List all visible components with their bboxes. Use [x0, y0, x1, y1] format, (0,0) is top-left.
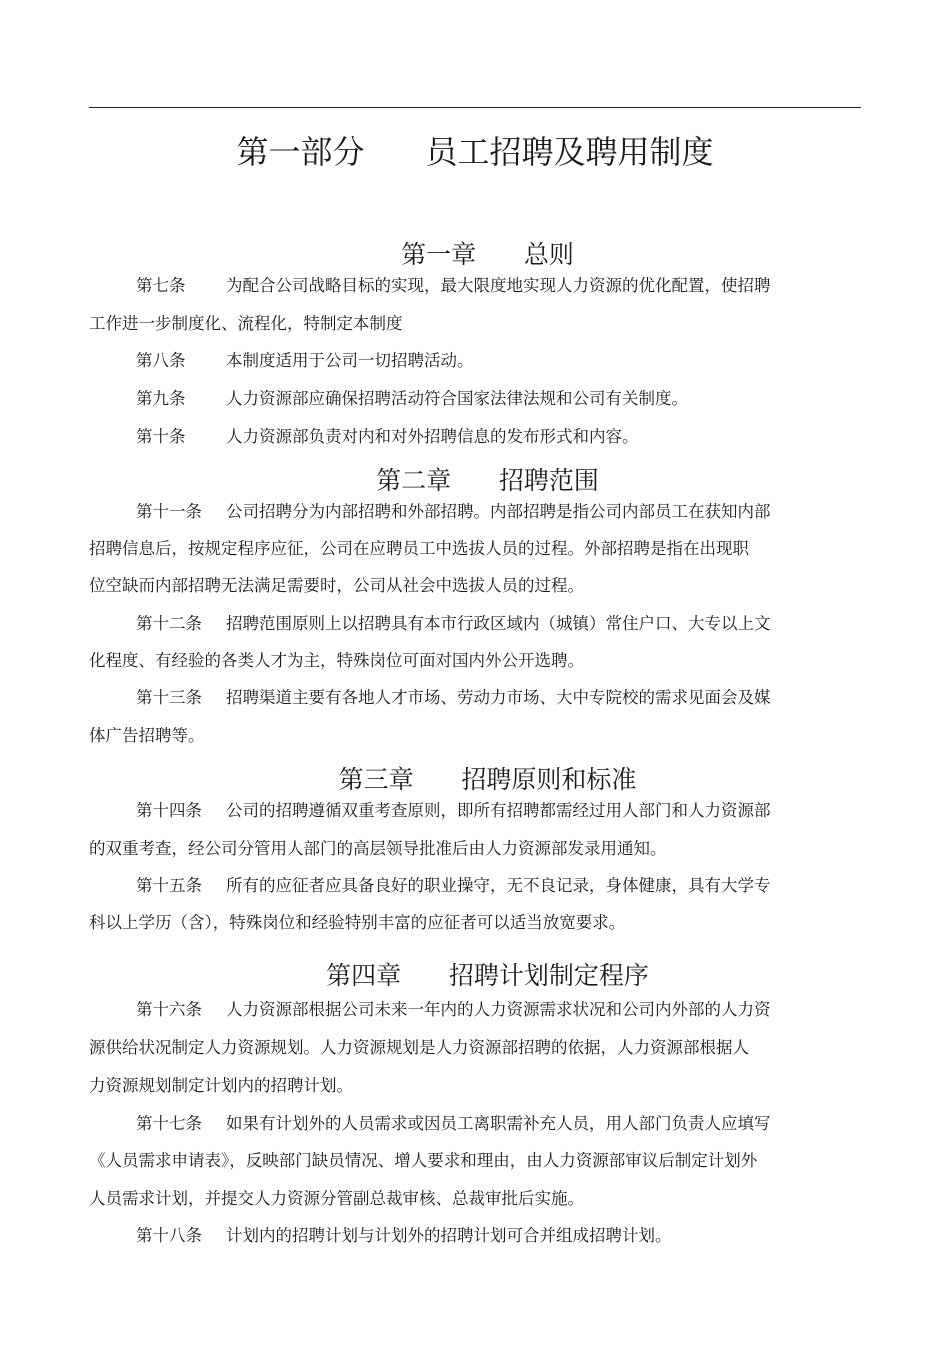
article-text: 计划内的招聘计划与计划外的招聘计划可合并组成招聘计划。: [226, 1226, 672, 1245]
article-number: 第十三条: [136, 688, 202, 707]
article-number: 第十四条: [136, 801, 202, 820]
article-text: 如果有计划外的人员需求或因员工离职需补充人员，用人部门负责人应填写: [226, 1114, 771, 1133]
article-text: 人力资源部负责对内和对外招聘信息的发布形式和内容。: [226, 427, 639, 446]
article-text: 公司的招聘遵循双重考查原则，即所有招聘都需经过用人部门和人力资源部: [226, 801, 771, 820]
article-16-line-3: 力资源规划制定计划内的招聘计划。: [89, 1076, 353, 1095]
article-number: 第十八条: [136, 1226, 202, 1245]
chapter-3-title: 第三章 招聘原则和标准: [338, 765, 637, 794]
article-14-line-2: 的双重考查，经公司分管用人部门的高层领导批准后由人力资源部发录用通知。: [89, 839, 667, 858]
article-17-line-3: 人员需求计划，并提交人力资源分管副总裁审核、总裁审批后实施。: [89, 1189, 584, 1208]
chapter-1-title: 第一章 总则: [401, 240, 574, 269]
article-7-line-1: [136, 275, 771, 297]
article-text: 所有的应征者应具备良好的职业操守，无不良记录，身体健康，具有大学专: [226, 876, 771, 895]
article-number: 第十一条: [136, 502, 202, 521]
article-number: 第十六条: [136, 1000, 202, 1019]
article-16-line-2: 源供给状况制定人力资源规划。人力资源规划是人力资源部招聘的依据，人力资源部根据人: [89, 1038, 749, 1057]
article-15-line-1: [136, 875, 771, 897]
article-15-line-2: 科以上学历（含），特殊岗位和经验特别丰富的应征者可以适当放宽要求。: [89, 913, 626, 932]
part-title: 第一部分 员工招聘及聘用制度: [236, 133, 714, 171]
article-13-line-1: [136, 687, 771, 709]
article-text: 本制度适用于公司一切招聘活动。: [226, 351, 474, 370]
article-17-line-1: [136, 1113, 771, 1135]
article-11-line-3: 位空缺而内部招聘无法满足需要时，公司从社会中选拔人员的过程。: [89, 576, 584, 595]
article-17-line-2: 《人员需求申请表》，反映部门缺员情况、增人要求和理由，由人力资源部审议后制定计划外: [89, 1151, 758, 1170]
article-number: 第九条: [136, 389, 186, 408]
article-text: 公司招聘分为内部招聘和外部招聘。内部招聘是指公司内部员工在获知内部: [226, 502, 771, 521]
article-number: 第十条: [136, 427, 186, 446]
article-text: 招聘渠道主要有各地人才市场、劳动力市场、大中专院校的需求见面会及媒: [226, 688, 771, 707]
chapter-4-title: 第四章 招聘计划制定程序: [326, 961, 649, 990]
article-12-line-1: [136, 613, 771, 635]
article-14-line-1: [136, 800, 771, 822]
article-number: 第十二条: [136, 614, 202, 633]
article-7-line-2: 工作进一步制度化、流程化，特制定本制度: [89, 314, 403, 333]
article-16-line-1: [136, 999, 771, 1021]
article-11-line-1: [136, 501, 771, 523]
article-12-line-2: 化程度、有经验的各类人才为主，特殊岗位可面对国内外公开选聘。: [89, 651, 584, 670]
article-number: 第七条: [136, 276, 186, 295]
article-13-line-2: 体广告招聘等。: [89, 726, 205, 745]
article-text: 招聘范围原则上以招聘具有本市行政区域内（城镇）常住户口、大专以上文: [226, 614, 771, 633]
header-rule: [89, 107, 861, 108]
article-9-line-1: [136, 388, 688, 410]
article-11-line-2: 招聘信息后，按规定程序应征，公司在应聘员工中选拔人员的过程。外部招聘是指在出现职: [89, 539, 749, 558]
article-18-line-1: [136, 1225, 672, 1247]
article-text: 人力资源部根据公司未来一年内的人力资源需求状况和公司内外部的人力资: [226, 1000, 771, 1019]
article-text: 为配合公司战略目标的实现，最大限度地实现人力资源的优化配置，使招聘: [226, 276, 771, 295]
article-10-line-1: [136, 426, 639, 448]
article-number: 第十七条: [136, 1114, 202, 1133]
article-text: 人力资源部应确保招聘活动符合国家法律法规和公司有关制度。: [226, 389, 688, 408]
article-number: 第八条: [136, 351, 186, 370]
article-8-line-1: [136, 350, 474, 372]
article-number: 第十五条: [136, 876, 202, 895]
chapter-2-title: 第二章 招聘范围: [376, 466, 599, 495]
